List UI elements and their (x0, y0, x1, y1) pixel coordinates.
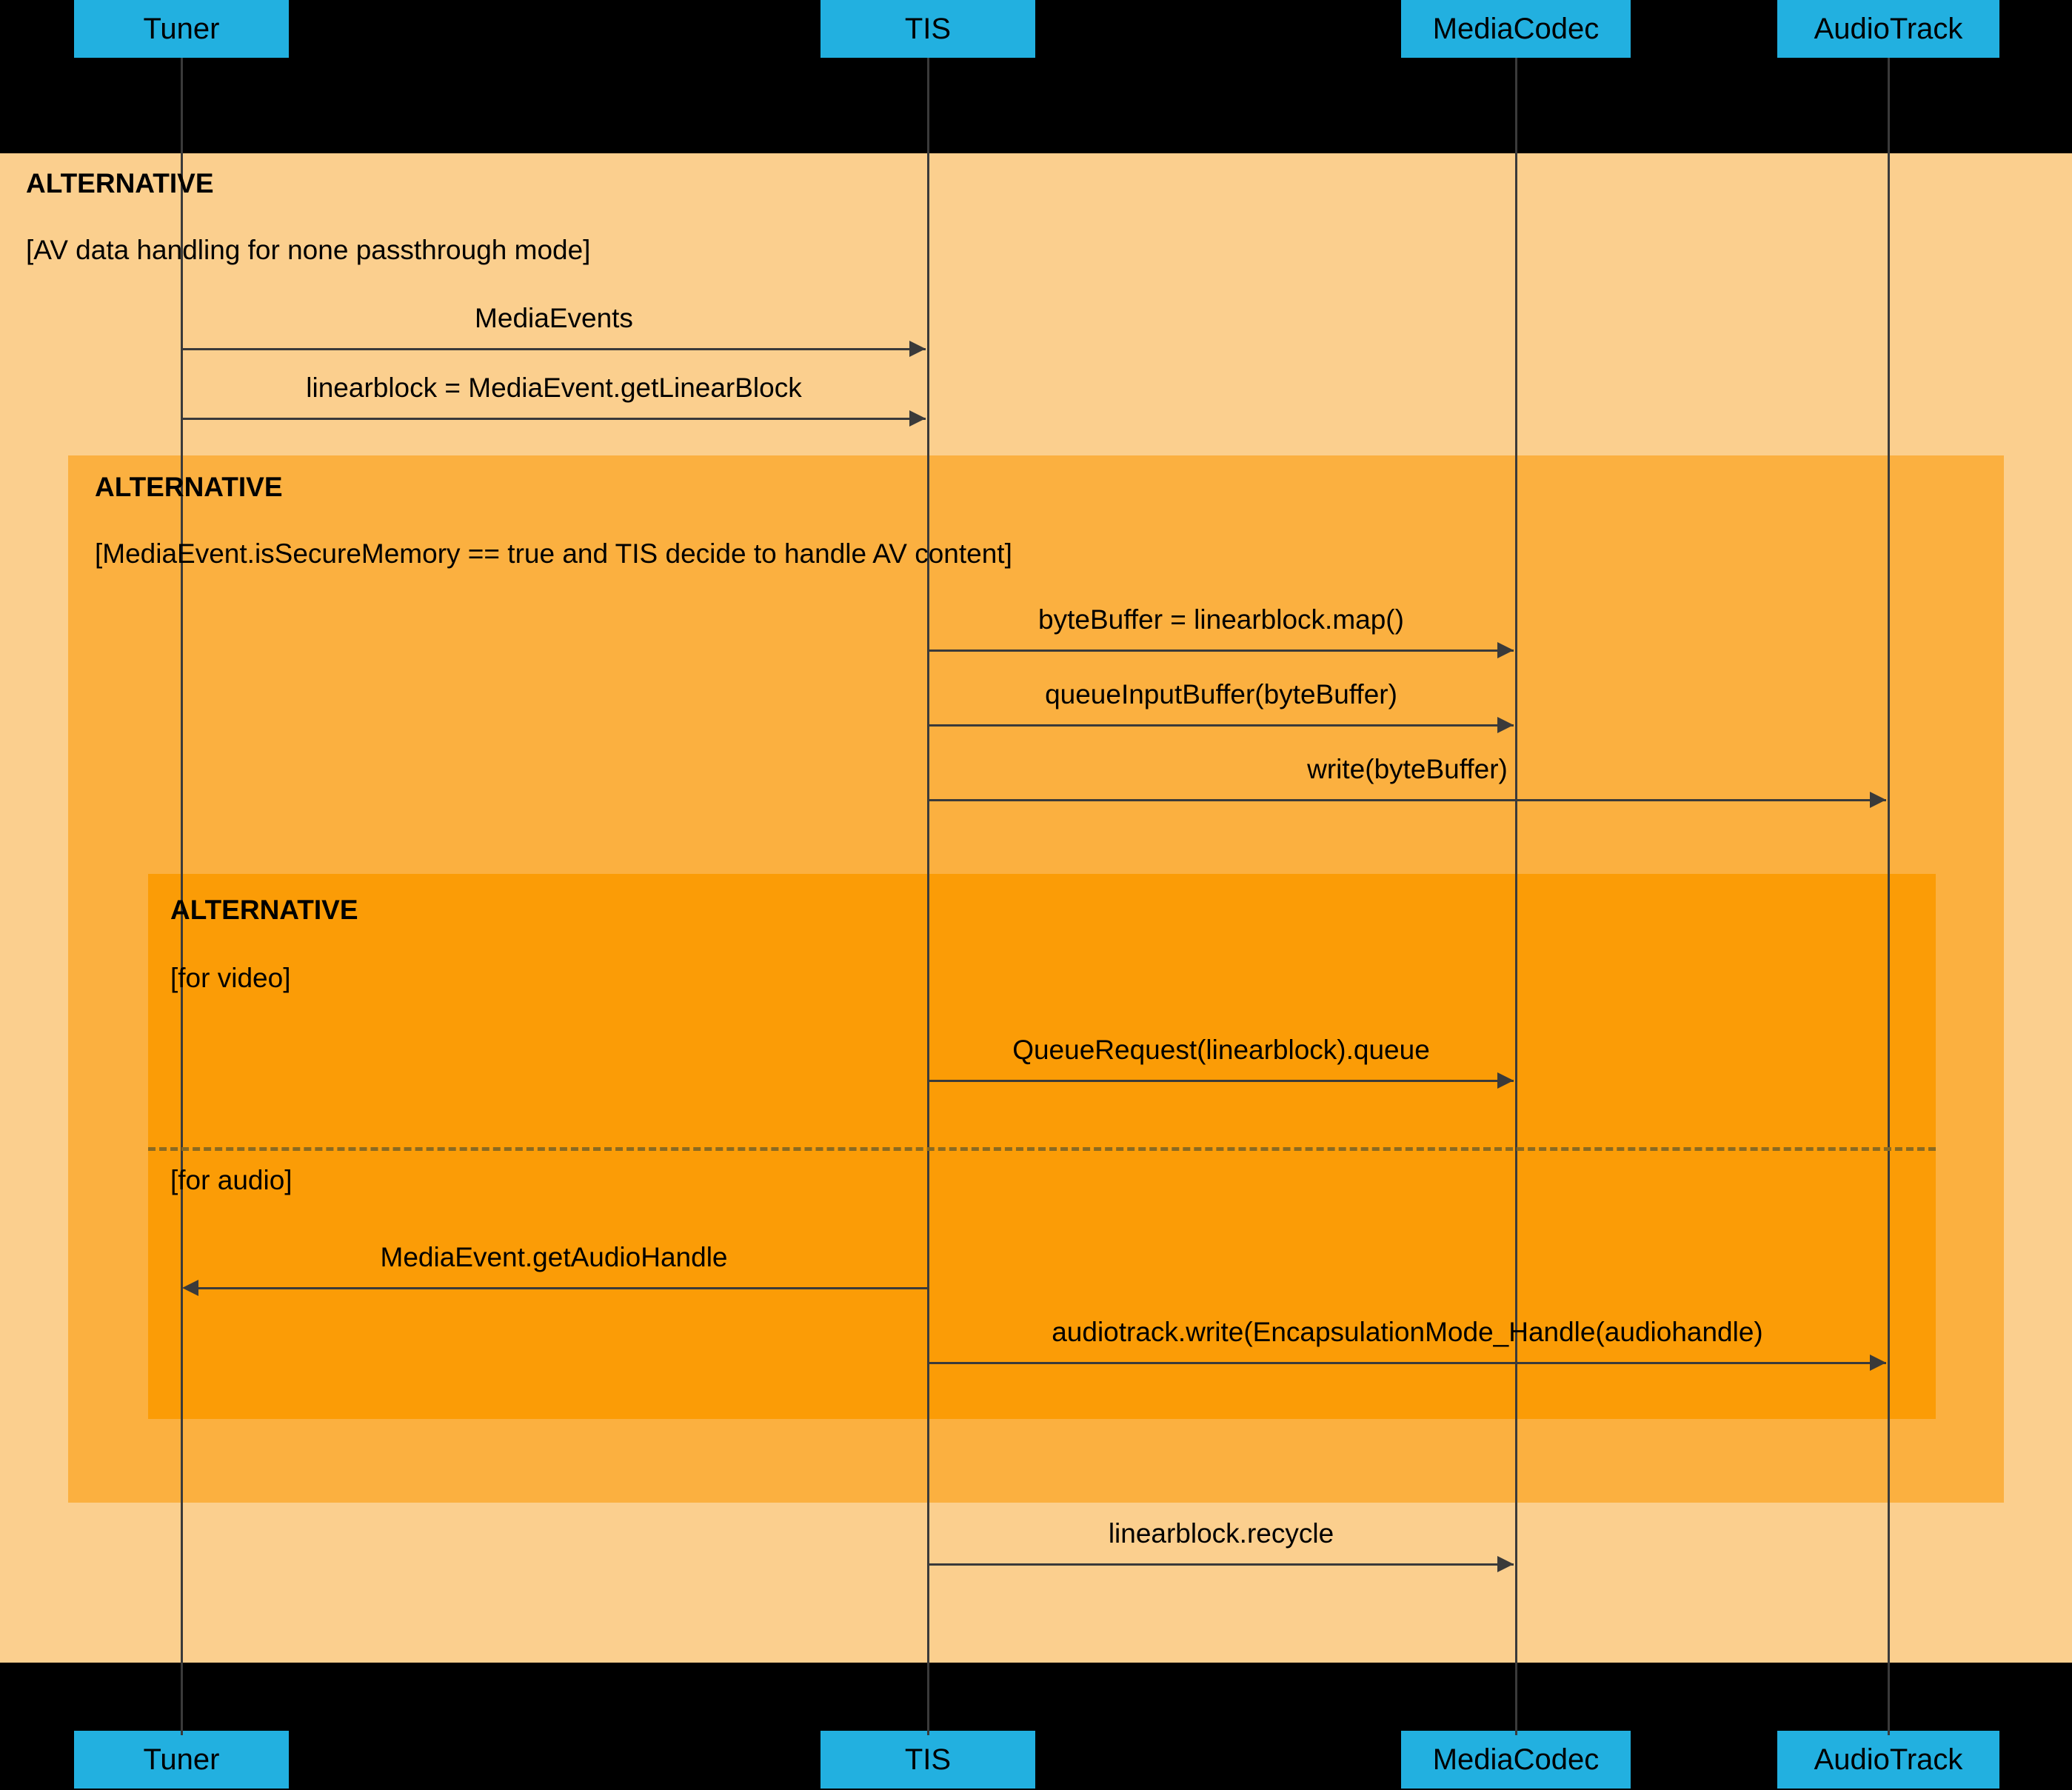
message-arrow-queueinputbuffer (1497, 717, 1514, 733)
message-line-getlinearblock (181, 418, 926, 420)
fragment-inner-divider (148, 1147, 1936, 1151)
message-line-mediaevents (181, 348, 926, 350)
message-line-audiotrack-write (928, 1362, 1886, 1364)
message-line-getaudiohandle (198, 1287, 927, 1289)
message-label-write-bytebuffer: write(byteBuffer) (1307, 754, 1508, 784)
participant-tis-top[interactable] (821, 0, 1035, 58)
participant-mediacodec-top[interactable] (1401, 0, 1631, 58)
fragment-inner-condition-audio: [for audio] (170, 1165, 293, 1195)
message-arrow-linearblock-recycle (1497, 1556, 1514, 1572)
participant-tis-bottom[interactable] (821, 1731, 1035, 1789)
lifeline-mediacodec (1515, 58, 1517, 1735)
message-arrow-getaudiohandle (182, 1280, 198, 1296)
message-arrow-queuerequest (1497, 1072, 1514, 1089)
participant-label: AudioTrack (1814, 1743, 1963, 1776)
message-label-queueinputbuffer: queueInputBuffer(byteBuffer) (1045, 679, 1397, 709)
participant-tuner-top[interactable] (74, 0, 289, 58)
fragment-middle-condition: [MediaEvent.isSecureMemory == true and TIS decide to handle AV content] (95, 538, 1012, 569)
message-label-getlinearblock: linearblock = MediaEvent.getLinearBlock (306, 373, 802, 403)
participant-audiotrack-bottom[interactable] (1777, 1731, 1999, 1789)
participant-mediacodec-bottom[interactable] (1401, 1731, 1631, 1789)
message-line-write-bytebuffer (928, 799, 1886, 801)
fragment-outer-condition: [AV data handling for none passthrough mode] (26, 235, 591, 265)
participant-label: TIS (904, 13, 952, 45)
participant-label: MediaCodec (1432, 13, 1600, 45)
participant-label: Tuner (143, 13, 220, 45)
participant-label: Tuner (143, 1743, 220, 1776)
message-label-audiotrack-write: audiotrack.write(EncapsulationMode_Handle(audiohandle) (1052, 1317, 1763, 1347)
message-label-linearblock-recycle: linearblock.recycle (1108, 1518, 1334, 1549)
message-arrow-write-bytebuffer (1870, 792, 1886, 808)
fragment-inner-condition-video: [for video] (170, 963, 291, 993)
participant-label: AudioTrack (1814, 13, 1963, 45)
lifeline-tis (927, 58, 929, 1735)
message-arrow-mediaevents (909, 341, 926, 357)
message-arrow-getlinearblock (909, 410, 926, 427)
fragment-inner-title: ALTERNATIVE (170, 895, 358, 925)
fragment-outer-title: ALTERNATIVE (26, 168, 214, 198)
fragment-middle-title: ALTERNATIVE (95, 472, 283, 502)
message-label-queuerequest: QueueRequest(linearblock).queue (1012, 1035, 1430, 1065)
message-line-queueinputbuffer (928, 724, 1514, 727)
participant-audiotrack-top[interactable] (1777, 0, 1999, 58)
message-arrow-audiotrack-write (1870, 1355, 1886, 1371)
participant-label: TIS (904, 1743, 952, 1776)
message-label-getaudiohandle: MediaEvent.getAudioHandle (380, 1242, 728, 1272)
message-label-linearblock-map: byteBuffer = linearblock.map() (1038, 604, 1404, 635)
participant-label: MediaCodec (1432, 1743, 1600, 1776)
message-line-queuerequest (928, 1080, 1514, 1082)
message-arrow-linearblock-map (1497, 642, 1514, 658)
message-line-linearblock-map (928, 649, 1514, 652)
participant-tuner-bottom[interactable] (74, 1731, 289, 1789)
lifeline-audiotrack (1888, 58, 1890, 1735)
message-line-linearblock-recycle (928, 1563, 1514, 1566)
message-label-mediaevents: MediaEvents (475, 303, 633, 333)
